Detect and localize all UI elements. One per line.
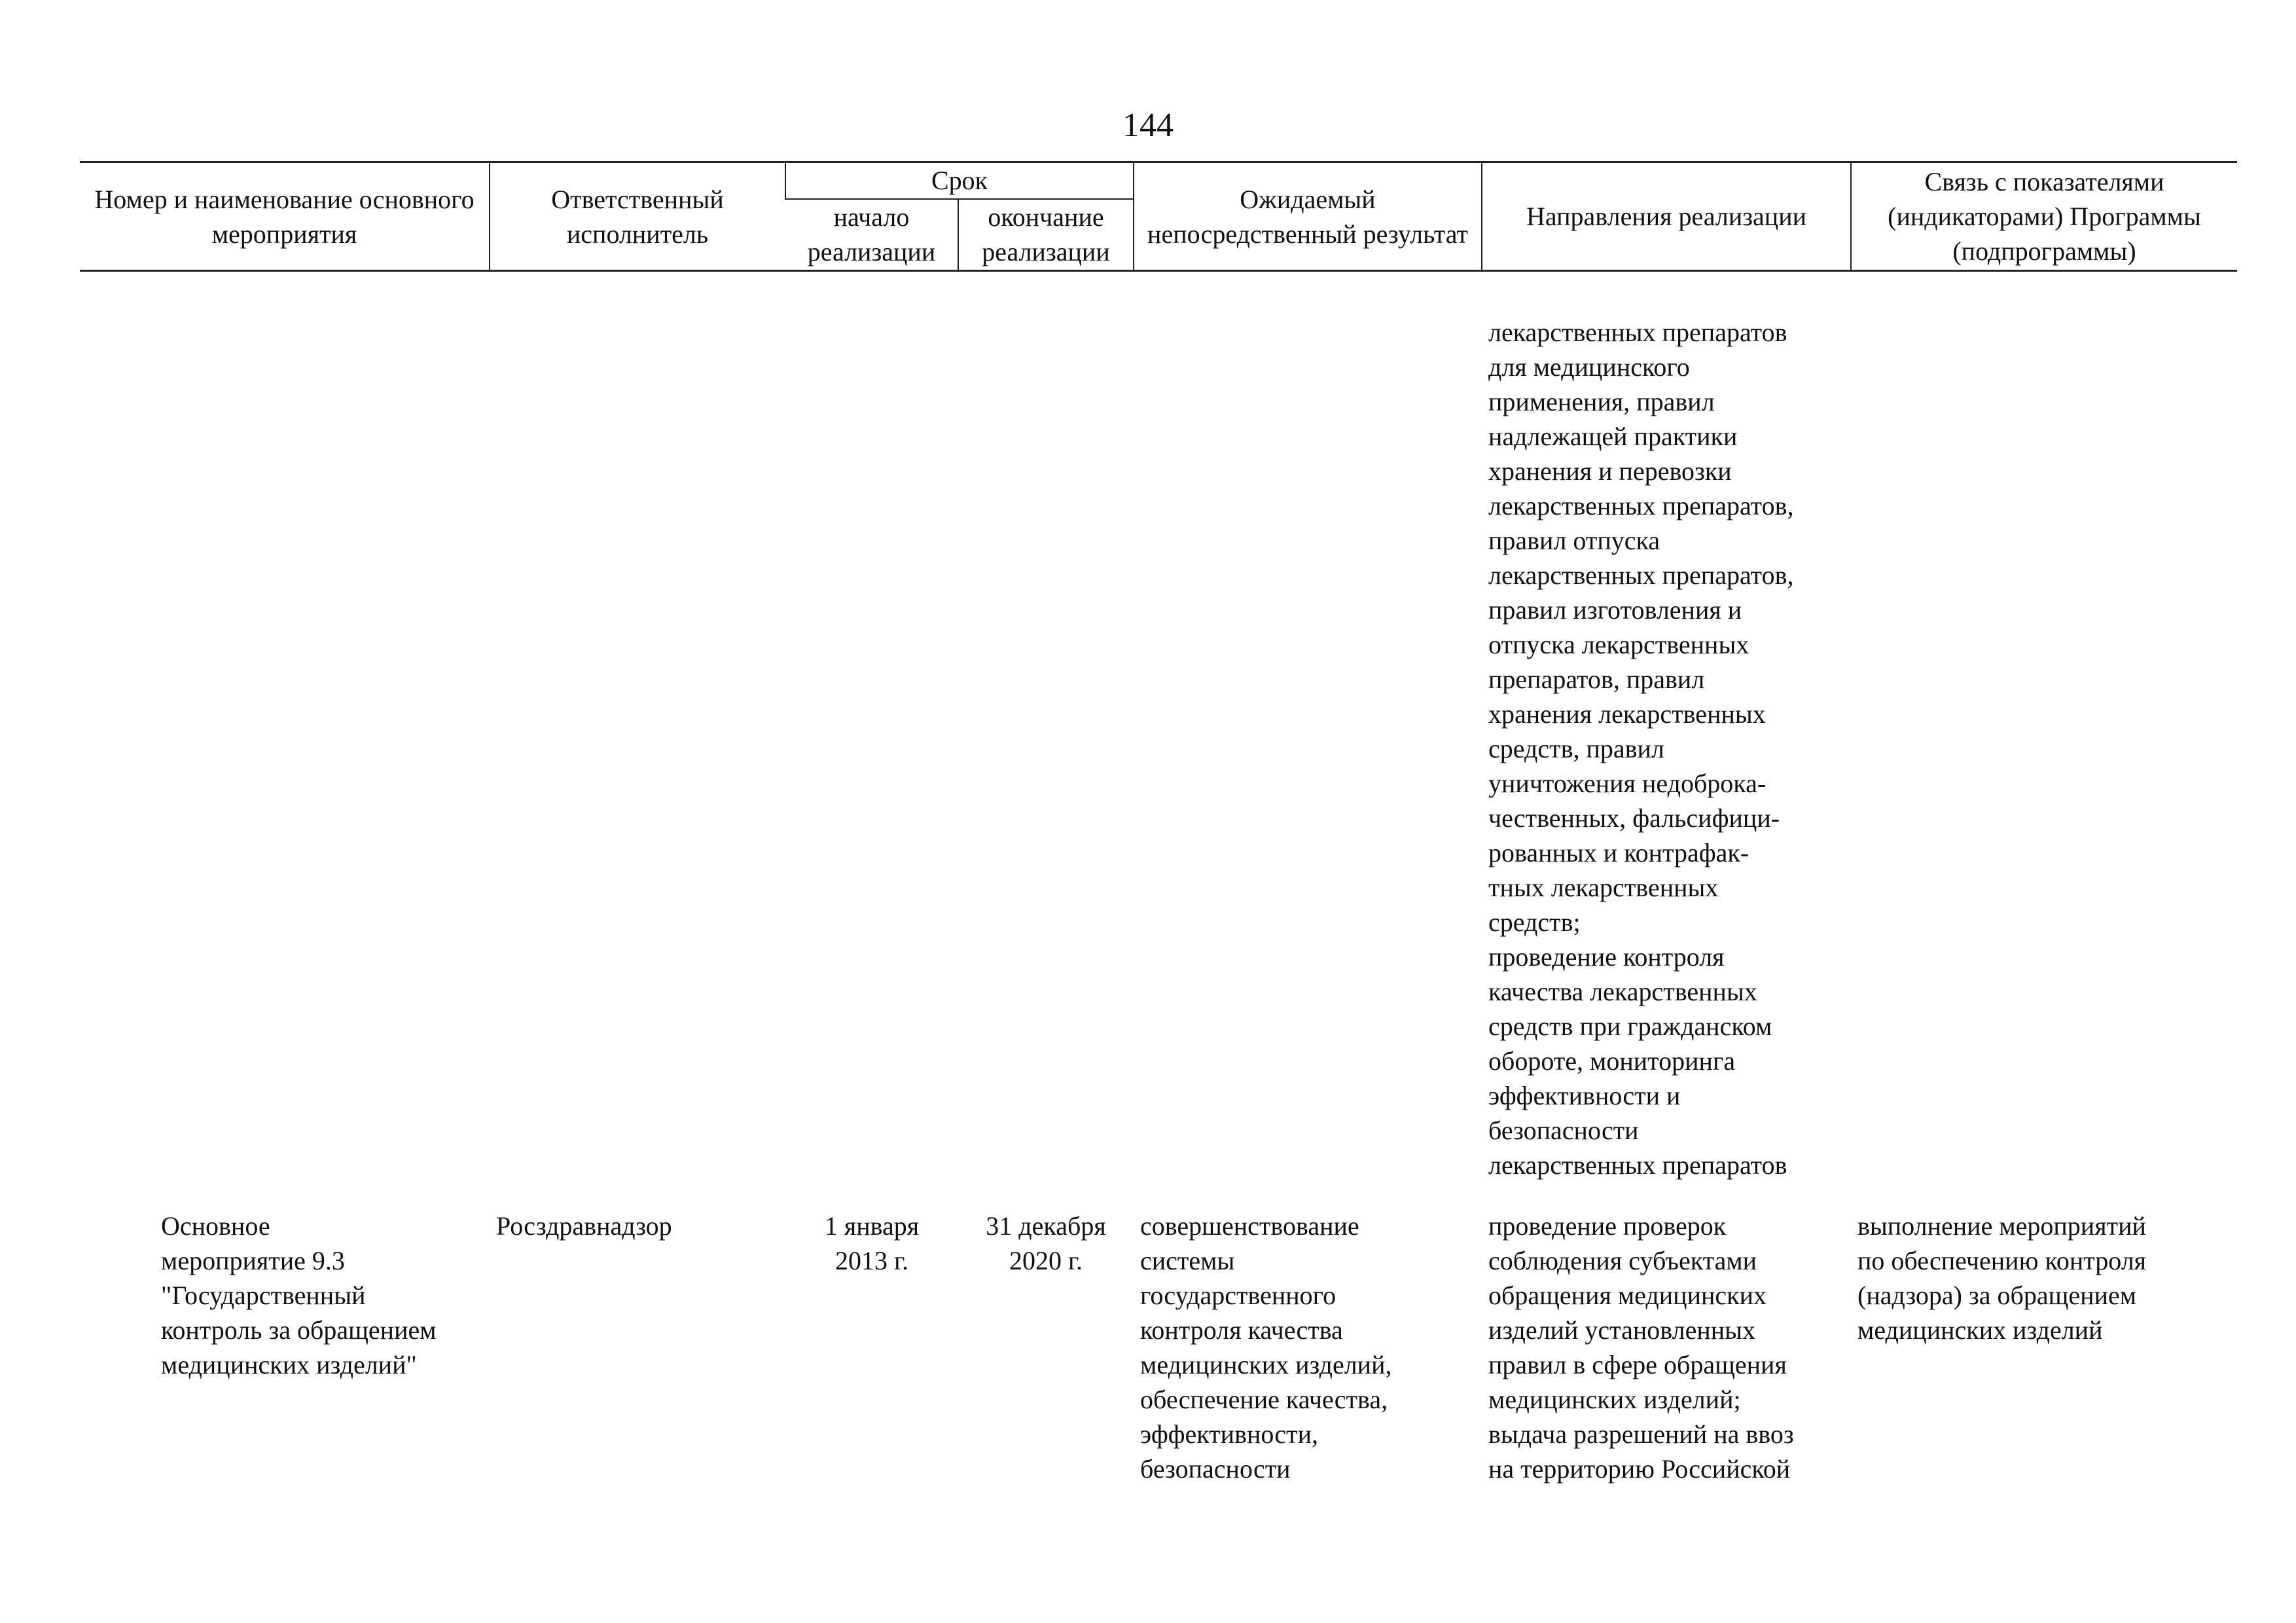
row-result: совершенствование системы государственного контроля качества медицинских изделий, обеспечение качества, эффективности, безопасности xyxy=(1140,1211,1392,1484)
header-indicators: Связь с показателями (индикаторами) Программы (подпрограммы) xyxy=(1851,162,2237,271)
header-term: Срок xyxy=(785,162,1134,199)
header-name: Номер и наименование основного мероприятия xyxy=(80,162,490,271)
measures-table xyxy=(80,161,2237,1486)
header-end: окончание реализации xyxy=(958,199,1134,271)
header-result: Ожидаемый непосредственный результат xyxy=(1134,162,1482,271)
header-start: начало реализации xyxy=(785,199,958,271)
row-end: 31 декабря 2020 г. xyxy=(986,1211,1106,1275)
row-indicators xyxy=(1851,315,2237,1182)
table-row xyxy=(80,315,2237,1182)
row-name: Основное мероприятие 9.3 "Государственный контроль за обращением медицинских изделий" xyxy=(161,1211,437,1379)
row-directions: лекарственных препаратов для медицинского применения, правил надлежащей практики хранения и перевозки лекарственных препаратов, правил отпуска лекарственных препаратов, правил изготовления и отпуска лекарственных препаратов, правил хранения лекарственных средств, правил уничтожения недоброка- чественных, фальсифици- рованных и контрафак- тных лекарственных средств; проведение контроля качества лекарственных средств при гражданском обороте, мониторинга эффективности и безопасности лекарственных препаратов xyxy=(1488,318,1794,1180)
row-start xyxy=(785,315,958,1182)
row-indicators: выполнение мероприятий по обеспечению контроля (надзора) за обращением медицинских изделий xyxy=(1857,1211,2147,1345)
row-name xyxy=(80,315,490,1182)
page-number: 144 xyxy=(1122,107,1174,144)
row-executor xyxy=(490,315,785,1182)
table-row xyxy=(80,1209,2237,1486)
table-header xyxy=(80,162,2237,271)
row-result xyxy=(1134,315,1482,1182)
header-executor: Ответственный исполнитель xyxy=(490,162,785,271)
header-directions: Направления реализации xyxy=(1482,162,1851,271)
row-executor: Росздравнадзор xyxy=(496,1211,672,1241)
row-start: 1 января 2013 г. xyxy=(824,1211,920,1275)
row-end xyxy=(958,315,1134,1182)
row-directions: проведение проверок соблюдения субъектами обращения медицинских изделий установленных правил в сфере обращения медицинских изделий; выдача разрешений на ввоз на территорию Российской xyxy=(1488,1211,1794,1484)
